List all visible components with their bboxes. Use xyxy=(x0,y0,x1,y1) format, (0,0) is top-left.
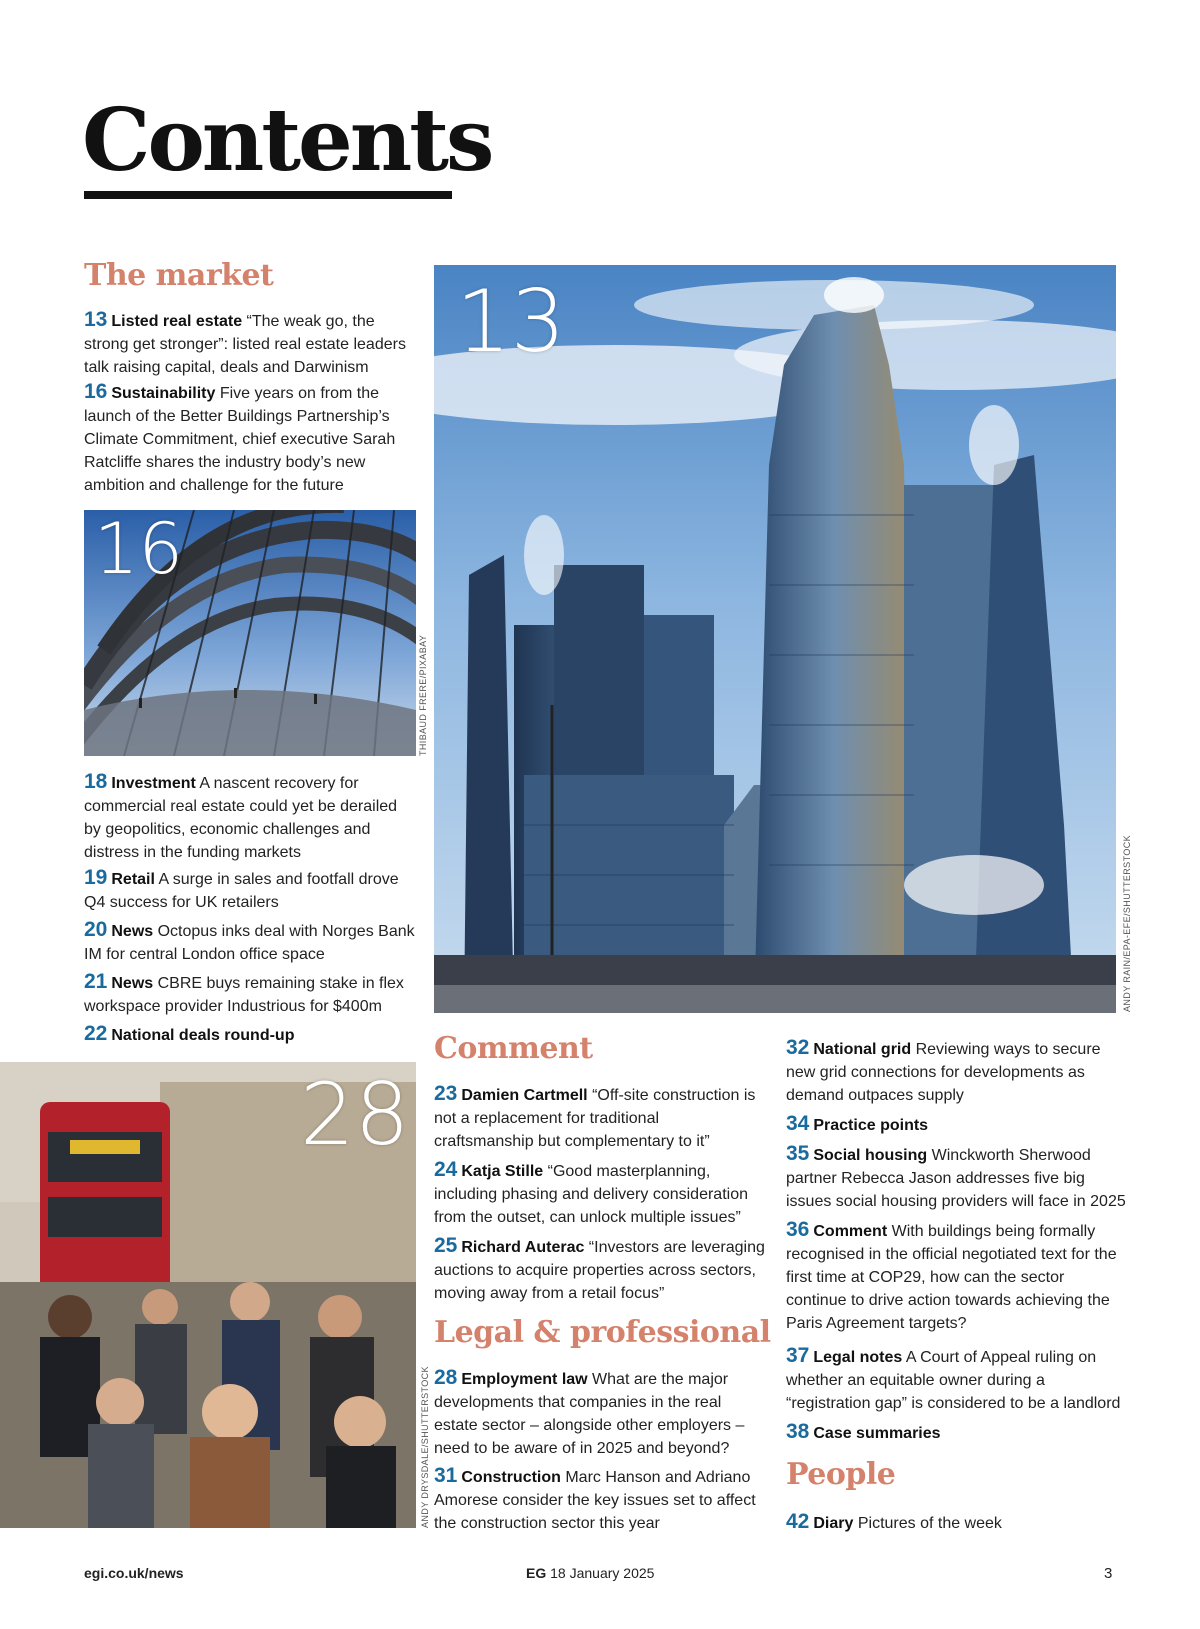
photo-13-skyline[interactable] xyxy=(434,265,1116,1013)
contents-entry-18[interactable] xyxy=(84,770,414,864)
section-heading-legal: Legal & professional xyxy=(434,1315,771,1350)
entry-description: Pictures of the week xyxy=(853,1515,1002,1532)
entry-keyword: Damien Cartmell xyxy=(461,1087,588,1104)
photo-credit: ANDY DRYSDALE/SHUTTERSTOCK xyxy=(420,1366,430,1528)
contents-entry-13[interactable] xyxy=(84,308,416,379)
photo-page-label: 16 xyxy=(94,510,184,590)
photo-credit: THIBAUD FRERE/PIXABAY xyxy=(418,634,428,756)
page-number: 34 xyxy=(786,1112,810,1135)
page-number: 24 xyxy=(434,1158,458,1181)
photo-28-commuters[interactable] xyxy=(0,1062,416,1528)
contents-entry-42[interactable] xyxy=(786,1510,1116,1535)
contents-entry-16[interactable] xyxy=(84,380,414,497)
entry-description: Reviewing ways to secure new grid connections for developments as demand outpaces supply xyxy=(786,1041,1101,1104)
entry-keyword: Katja Stille xyxy=(461,1163,544,1180)
entry-keyword: Sustainability xyxy=(111,385,216,402)
photo-page-label: 28 xyxy=(300,1065,410,1165)
page-number: 25 xyxy=(434,1234,458,1257)
entry-keyword: Retail xyxy=(111,871,155,888)
entry-description: “Off-site construction is not a replacement for traditional craftsmanship but complementary to it” xyxy=(434,1087,756,1150)
entry-keyword: Case summaries xyxy=(813,1425,941,1442)
photo-page-label: 13 xyxy=(456,272,566,372)
footer-date: 18 January 2025 xyxy=(550,1565,655,1581)
page-number: 31 xyxy=(434,1464,458,1487)
section-heading-comment: Comment xyxy=(434,1031,593,1066)
contents-entry-31[interactable] xyxy=(434,1464,764,1535)
entry-keyword: Construction xyxy=(461,1469,561,1486)
page-title: Contents xyxy=(82,90,492,191)
entry-description: “The weak go, the strong get stronger”: listed real estate leaders talk raising capital, deals and Darwinism xyxy=(84,313,406,376)
contents-entry-23[interactable] xyxy=(434,1082,760,1153)
page-number: 13 xyxy=(84,308,108,331)
entry-description: A surge in sales and footfall drove Q4 success for UK retailers xyxy=(84,871,399,911)
photo-16-dome[interactable] xyxy=(84,510,416,756)
section-heading-people: People xyxy=(786,1457,896,1492)
contents-entry-28[interactable] xyxy=(434,1366,764,1460)
entry-description: “Good masterplanning, including phasing and delivery consideration from the outset, can unlock multiple issues” xyxy=(434,1163,748,1226)
page-number: 36 xyxy=(786,1218,810,1241)
page-number: 42 xyxy=(786,1510,810,1533)
page-number: 37 xyxy=(786,1344,810,1367)
contents-entry-38[interactable] xyxy=(786,1420,1116,1445)
title-underline xyxy=(84,191,452,199)
entry-keyword: Social housing xyxy=(813,1147,928,1164)
entry-keyword: News xyxy=(111,975,154,992)
footer-publication: EG xyxy=(526,1565,547,1581)
entry-description: Winckworth Sherwood partner Rebecca Jason addresses five big issues social housing providers will face in 2025 xyxy=(786,1147,1126,1210)
contents-entry-35[interactable] xyxy=(786,1142,1126,1213)
contents-entry-36[interactable] xyxy=(786,1218,1126,1335)
entry-description: A nascent recovery for commercial real estate could yet be derailed by geopolitics, economic challenges and distress in the funding markets xyxy=(84,775,398,861)
entry-keyword: National deals round-up xyxy=(111,1027,295,1044)
page-number: 18 xyxy=(84,770,108,793)
footer-website-text: egi.co.uk/news xyxy=(84,1565,184,1581)
entry-keyword: Listed real estate xyxy=(111,313,243,330)
contents-entry-37[interactable] xyxy=(786,1344,1126,1415)
photo-credit: ANDY RAIN/EPA-EFE/SHUTTERSTOCK xyxy=(1122,834,1132,1012)
entry-description: Octopus inks deal with Norges Bank IM for central London office space xyxy=(84,923,415,963)
footer-page-number: 3 xyxy=(1104,1565,1113,1582)
entry-keyword: Employment law xyxy=(461,1371,588,1388)
page-number: 35 xyxy=(786,1142,810,1165)
contents-entry-25[interactable] xyxy=(434,1234,770,1305)
entry-description: Marc Hanson and Adriano Amorese consider the key issues set to affect the construction sector this year xyxy=(434,1469,756,1532)
contents-entry-21[interactable] xyxy=(84,970,416,1018)
entry-description: “Investors are leveraging auctions to acquire properties across sectors, moving away from a retail focus” xyxy=(434,1239,765,1302)
contents-entry-24[interactable] xyxy=(434,1158,760,1229)
page-number: 20 xyxy=(84,918,108,941)
page-number: 28 xyxy=(434,1366,458,1389)
contents-entry-19[interactable] xyxy=(84,866,414,914)
contents-entry-32[interactable] xyxy=(786,1036,1116,1107)
entry-keyword: Investment xyxy=(111,775,196,792)
entry-keyword: Diary xyxy=(813,1515,854,1532)
entry-description: CBRE buys remaining stake in flex workspace provider Industrious for $400m xyxy=(84,975,404,1015)
contents-entry-20[interactable] xyxy=(84,918,424,966)
entry-keyword: Legal notes xyxy=(813,1349,903,1366)
page-number: 19 xyxy=(84,866,108,889)
skyline-illustration xyxy=(434,265,1116,1013)
footer-website[interactable] xyxy=(84,1565,184,1581)
entry-keyword: Comment xyxy=(813,1223,888,1240)
page-number: 21 xyxy=(84,970,108,993)
contents-entry-22[interactable] xyxy=(84,1022,416,1047)
entry-keyword: News xyxy=(111,923,154,940)
entry-description: With buildings being formally recognised in the official negotiated text for the first time at COP29, how can the sector continue to drive action towards achieving the Paris Agreement targets? xyxy=(786,1223,1117,1332)
page-number: 23 xyxy=(434,1082,458,1105)
entry-keyword: Practice points xyxy=(813,1117,929,1134)
entry-description: A Court of Appeal ruling on whether an equitable owner during a “registration gap” is considered to be a landlord xyxy=(786,1349,1121,1412)
page-number: 38 xyxy=(786,1420,810,1443)
section-heading-market: The market xyxy=(84,258,274,293)
entry-description: Five years on from the launch of the Better Buildings Partnership’s Climate Commitment, chief executive Sarah Ratcliffe shares the industry body’s new ambition and challenge for the future xyxy=(84,385,396,494)
entry-description: What are the major developments that companies in the real estate sector – alongside other employers – need to be aware of in 2025 and beyond? xyxy=(434,1371,745,1457)
page-number: 32 xyxy=(786,1036,810,1059)
entry-keyword: Richard Auterac xyxy=(461,1239,585,1256)
footer-issue xyxy=(526,1565,654,1581)
page-number: 22 xyxy=(84,1022,108,1045)
entry-keyword: National grid xyxy=(813,1041,912,1058)
contents-entry-34[interactable] xyxy=(786,1112,1116,1137)
page-number: 16 xyxy=(84,380,108,403)
